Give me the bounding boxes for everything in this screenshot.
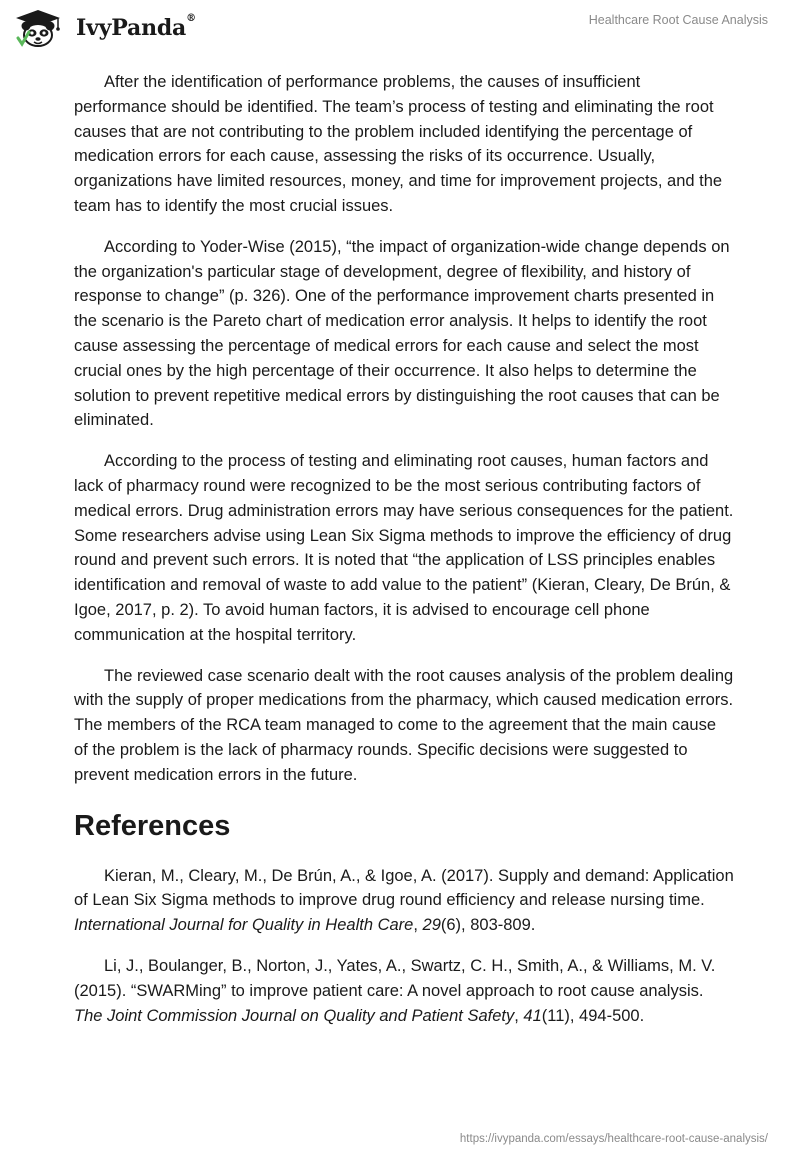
body-paragraph: The reviewed case scenario dealt with the root causes analysis of the problem dealing with the supply of proper medications from the pharmacy, which caused medication errors. The members of the RCA team managed to come to the agreement that the main cause of the problem is the lack of pharmacy rounds. Specific decisions were suggested to prevent medication errors in the future. — [74, 666, 734, 784]
document-title: Healthcare Root Cause Analysis — [588, 13, 768, 27]
page-header — [0, 0, 800, 70]
body-paragraph: According to the process of testing and eliminating root causes, human factors and lack of pharmacy round were recognized to be the most serious contributing factors of medical errors. Drug administration errors may have serious consequences for the patient. Some researchers advise using Lean Six Sigma methods to improve the efficiency of drug round and prevent such errors. It is noted that “the application of LSS principles enables identification and removal of waste to add value to the patient” (Kieran, Cleary, De Brún, & Igoe, 2017, p. 2). To avoid human factors, it is advised to encourage cell phone communication at the hospital territory. — [74, 452, 734, 644]
reference-item: Kieran, M., Cleary, M., De Brún, A., & Igoe, A. (2017). Supply and demand: Application of Lean Six Sigma methods to improve drug round efficiency and release nursing time. International Journal for Quality in Health Care, 29(6), 803-809. — [74, 866, 734, 935]
body-paragraph: According to Yoder-Wise (2015), “the impact of organization-wide change depends on the organization's particular stage of development, degree of flexibility, and history of response to change” (p. 326). One of the performance improvement charts presented in the scenario is the Pareto chart of medication error analysis. It helps to identify the root cause assessing the percentage of medical errors for each cause and select the most crucial ones by the high percentage of their occurrence. It also helps to determine the solution to prevent repetitive medical errors by distinguishing the root causes that can be eliminated. — [74, 237, 730, 430]
reference-volume: 41 — [523, 1006, 542, 1025]
source-url[interactable]: https://ivypanda.com/essays/healthcare-root-cause-analysis/ — [459, 1133, 768, 1145]
essay-content — [74, 70, 734, 1044]
brand-logo[interactable] — [14, 8, 196, 48]
panda-graduate-icon — [14, 8, 70, 48]
reference-journal: International Journal for Quality in Health Care — [74, 916, 414, 935]
references-heading: References — [74, 809, 231, 842]
reference-item: Li, J., Boulanger, B., Norton, J., Yates, A., Swartz, C. H., Smith, A., & Williams, M. V. (2015). “SWARMing” to improve patient care: A novel approach to root cause analysis. The Joint Commission Journal on Quality and Patient Safety, 41(11), 494-500. — [74, 956, 716, 1025]
brand-name: IvyPanda® — [76, 13, 196, 41]
reference-volume: 29 — [422, 916, 441, 935]
body-paragraph: After the identification of performance problems, the causes of insufficient performance should be identified. The team’s process of testing and eliminating the root causes that are not contributing to the problem included identifying the percentage of medication errors for each cause, assessing the risks of its occurrence. Usually, organizations have limited resources, money, and time for improvement projects, and the team has to identify the most crucial issues. — [74, 73, 723, 215]
reference-journal: The Joint Commission Journal on Quality and Patient Safety — [74, 1006, 515, 1025]
